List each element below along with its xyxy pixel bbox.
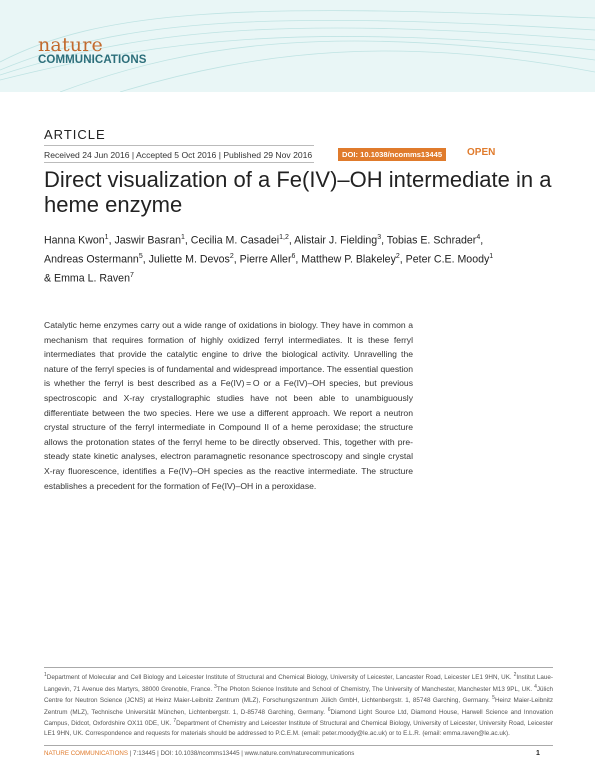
divider [44,162,314,163]
affiliation-number: 7 [173,718,177,725]
affiliations [44,671,553,738]
affiliation-number: 5 [492,695,495,702]
page-footer [44,750,354,757]
author-affiliation-ref: 6 [291,253,296,261]
affiliation-text: Heinz Maier-Leibnitz Zentrum (MLZ), Technische Universität München, Lichtenbergstr. 1, D-85748 Garching, Germany. [44,697,553,716]
affiliation-text: Jülich Centre for Neutron Science (JCNS) at Heinz Maier-Leibnitz Zentrum (MLZ), Forschungszentrum Jülich GmbH, Lichtenbergstr. 1, 85748 Garching, Germany. [44,685,553,705]
author-name[interactable]: Peter C.E. Moody [405,253,490,266]
author-affiliation-ref: 2 [229,253,234,261]
author-list: Hanna Kwon$^1$, Jaswir Basran$^1$, Cecilia M. Casadei$^{1,2}$, Alistair J. Fielding$^3$, Tobias E. Schrader$^4$, Andreas Ostermann$^5$, Juliette M. Devos$^2$, Pierre Aller$^6$, Matthew P. Blakeley$^2$, Peter C.E. Moody$^1$ & Emma L. Raven$^7$ [44,234,494,285]
header-band [0,0,595,92]
author-affiliation-ref: 3 [377,234,382,241]
author-affiliation-ref: 1 [489,253,494,261]
affiliation-text: Institut Laue-Langevin, 71 Avenue des Martyrs, 38000 Grenoble, France. [44,674,553,693]
author-affiliation-ref: 2 [395,253,400,261]
doi-badge[interactable]: DOI: 10.1038/ncomms13445 [338,148,446,161]
affiliation-number: 1 [44,672,47,678]
affiliation-number: 2 [513,672,517,678]
affiliation-number: 3 [214,683,217,690]
open-access-badge: OPEN [467,147,496,158]
author-name[interactable]: Cecilia M. Casadei [190,234,280,247]
author-name[interactable]: Juliette M. Devos [148,253,230,266]
author-name[interactable]: Matthew P. Blakeley [301,253,396,266]
correspondence: Correspondence and requests for materials should be addressed to P.C.E.M. (email: peter.moody@le.ac.uk) or to E.L.R. (email: emma.raven@le.ac.uk). [85,729,510,737]
author-affiliation-ref: 1 [181,234,185,241]
logo-nature: nature [38,34,103,56]
article-title: Direct visualization of a Fe(IV)–OH intermediate in a heme enzyme [44,167,552,217]
publication-dates: Received 24 Jun 2016 | Accepted 5 Oct 2016 | Published 29 Nov 2016 [44,150,313,160]
footer-details: | 7:13445 | DOI: 10.1038/ncomms13445 | www.nature.com/naturecommunications [128,750,355,757]
author-name[interactable]: Tobias E. Schrader [386,234,477,247]
affiliation-number: 6 [327,706,331,713]
article-type: ARTICLE [44,127,106,142]
page-number: 1 [536,750,540,757]
affiliation-number: 4 [534,683,537,690]
author-name[interactable]: Andreas Ostermann [44,253,139,266]
author-name[interactable]: Pierre Aller [239,253,292,266]
logo-communications: COMMUNICATIONS [38,54,147,66]
divider [44,745,553,746]
affiliation-text: Department of Molecular and Cell Biology and Leicester Institute of Structural and Chemical Biology, University of Leicester, Lancaster Road, Leicester LE1 9HN, UK. [46,674,514,682]
abstract: Catalytic heme enzymes carry out a wide range of oxidations in biology. They have in common a mechanism that requires formation of highly oxidized ferryl intermediates. It is these ferryl intermediates that provide the catalytic engine to drive the biological activity. Unravelling the nature of the ferryl species is of fundamental and widespread importance. The essential question is whether the ferryl is best described as a Fe(IV) = O or a Fe(IV)–OH species, but previous spectroscopic and X-ray crystallographic studies have not been able to unambiguously differentiate between the two species. Here we use a different approach. We report a neutron crystal structure of the ferryl intermediate in Compound II of a heme peroxidase; the structure allows the protonation states of the ferryl heme to be directly observed. This, together with pre-steady state kinetic analyses, electron paramagnetic resonance spectroscopy and single crystal X-ray fluorescence, identifies a Fe(IV)–OH species as the reactive intermediate. The structure establishes a precedent for the formation of Fe(IV)–OH in a peroxidase. [44,320,413,491]
author-affiliation-ref: 4 [476,234,481,241]
affiliation-text: The Photon Science Institute and School of Chemistry, The University of Manchester, Manchester M13 9PL, UK. [216,685,535,693]
author-affiliation-ref: 1 [104,234,109,241]
journal-logo[interactable] [38,36,147,67]
author-name[interactable]: Jaswir Basran [114,234,181,247]
author-affiliation-ref: 7 [129,272,134,280]
author-affiliation-ref: 1,2 [279,234,289,241]
author-affiliation-ref: 5 [138,253,143,261]
author-name[interactable]: Hanna Kwon [44,234,105,247]
divider [44,667,553,668]
affiliation-text: Department of Chemistry and Leicester Institute of Structural and Chemical Biology, University of Leicester, University Road, Leicester LE1 9HN, UK. [44,720,554,737]
divider [44,145,314,146]
author-conjunction: & [44,272,55,285]
affiliation-text: Diamond Light Source Ltd, Diamond House, Harwell Science and Innovation Campus, Didcot, Oxfordshire OX11 0DE, UK. [44,708,553,728]
footer-journal[interactable]: NATURE COMMUNICATIONS [44,750,128,757]
author-name[interactable]: Alistair J. Fielding [294,234,378,247]
author-name[interactable]: Emma L. Raven [54,272,130,285]
